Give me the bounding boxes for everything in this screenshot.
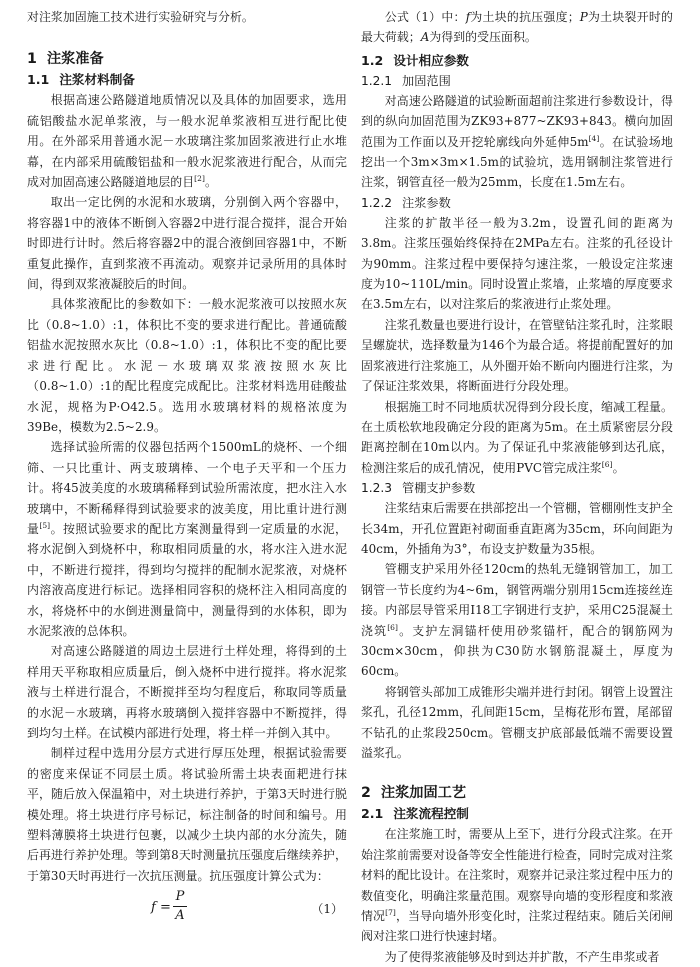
section-heading-1: 1 注浆准备 <box>27 51 104 68</box>
subsubsection-heading-1-2-1: 1.2.1 加固范围 <box>361 73 451 88</box>
section-heading-2: 2 注浆加固工艺 <box>361 785 467 802</box>
paragraph: 注浆结束后需要在拱部挖出一个管棚，管棚刚性支护全长34m，开孔位置距衬砌面垂直距离为35cm，环向间距为40cm，外插角为3°，布设支护数量为35根。 <box>361 501 673 556</box>
paragraph: 对高速公路隧道的试验断面超前注浆进行参数设计，得到的纵向加固范围为ZK93+877~ZK93+843。横向加固范围为工作面以及开挖轮廓线向外延伸5m[4]。在试验场地挖出一个3m×3m×1.5m的试验坑，选用钢制注浆管进行注浆，钢管直径一般为25mm，长度在1.5m左右。 <box>361 93 673 190</box>
citation: [5] <box>39 520 51 530</box>
citation: [7] <box>385 908 396 918</box>
subsubsection-heading-1-2-2: 1.2.2 注浆参数 <box>361 195 451 210</box>
paragraph: 取出一定比例的水泥和水玻璃，分别倒入两个容器中，将容器1中的液体不断倒入容器2中进行混合搅拌，混合开始时即进行计时。然后将容器2中的混合液倒回容器1中，不断重复此操作，直到浆液不再流动。观察并记录所用的具体时间，得到双浆液凝胶后的时间。 <box>27 195 347 292</box>
equation-numerator: P <box>175 889 185 905</box>
citation: [4] <box>588 133 600 143</box>
paragraph: 注浆的扩散半径一般为3.2m，设置孔间的距离为3.8m。注浆压强始终保持在2MPa左右。注浆的孔径设计为90mm。注浆过程中要保持匀速注浆，一般设定注浆速度为10~110L/min。同时设置止浆墙，止浆墙的厚度要求在3.5m左右，以对注浆后的浆液进行止浆处理。 <box>361 215 673 312</box>
citation: [6] <box>387 622 398 632</box>
paragraph: 根据施工时不同地质状况得到分段长度，缩减工程量。在土质松软地段确定分段的距离为5m。在土质紧密层分段距离控制在10m以内。为了保证孔中浆液能够到达孔底，检测注浆后的成孔情况，使用PVC管完成注浆[6]。 <box>361 399 673 475</box>
paragraph: 公式（1）中：f为土块的抗压强度；P为土块裂开时的最大荷载；A为得到的受压面积。 <box>361 10 673 45</box>
paragraph: 为了使得浆液能够及时到达并扩散，不产生串浆或者 <box>384 949 660 964</box>
paragraph: 根据高速公路隧道地质情况以及具体的加固要求，选用硫铝酸盐水泥单浆液，与一般水泥单浆液相互进行配比使用。在外部采用普通水泥－水玻璃注浆加固浆液进行止水堆幕，在内部采用硫酸铝盐和一般水泥浆液进行配合，从而完成对加固高速公路隧道地层的目[2]。 <box>27 93 347 190</box>
subsection-heading-1-1: 1.1 注浆材料制备 <box>27 72 135 88</box>
subsubsection-heading-1-2-3: 1.2.3 管棚支护参数 <box>361 481 476 496</box>
paragraph: 制样过程中选用分层方式进行厚压处理，根据试验需要的密度来保证不同层土质。将试验所需土块表面耙进行抹平，随后放入保温箱中，对土块进行养护，于第3天时进行脱模处理。将土块进行序号标记，标注制备的时间和编号。用塑料薄膜将土块进行包裹，以减少土块内部的水分流失，随后再进行养护处理。等到第8天时测量抗压强度后继续养护，于第30天时再进行一次抗压测量。抗压强度计算公式为： <box>27 746 347 883</box>
paragraph: 在注浆施工时，需要从上至下，进行分段式注浆。在开始注浆前需要对设备等安全性能进行检查，同时完成对注浆材料的配比设计。在注浆时，观察并记录注浆过程中压力的数值变化，明确注浆量范围。观察导向墙的变形程度和浆液情况[7]，当导向墙外形变化时，注浆过程结束。随后关闭闸阀对注浆口进行快速封堵。 <box>361 827 673 944</box>
equation-denominator: A <box>175 908 185 924</box>
left-column <box>27 0 347 928</box>
right-column <box>361 0 673 967</box>
equation-1 <box>27 888 347 928</box>
continuation-text: 对注浆加固施工技术进行实验研究与分析。 <box>27 10 254 24</box>
paragraph: 选择试验所需的仪器包括两个1500mL的烧杯、一个细筛、一只比重计、两支玻璃棒、一个电子天平和一个压力计。将45波美度的水玻璃稀释到试验所需浓度，把水注入水玻璃中，不断稀释得到试验要求的波美度，用比重计进行测量[5]。按照试验要求的配比方案测量得到一定质量的水泥，将水泥倒入到烧杯中，称取相同质量的水，将水注入进水泥中，不断进行搅拌，得到均匀搅拌的配制水泥浆液，对烧杯内溶液高度进行标记。选择相同容积的烧杯注入相同高度的水，将烧杯中的水倒进测量筒中，测量得到的水体积，即为水泥浆液的总体积。 <box>27 440 347 638</box>
paragraph: 将钢管头部加工成锥形尖端并进行封闭。钢管上设置注浆孔，孔径12mm，孔间距15cm，呈梅花形布置，尾部留不钻孔的止浆段250cm。管棚支护底部最低端不需要设置溢浆孔。 <box>361 684 673 760</box>
citation: [2] <box>194 174 205 184</box>
subsection-heading-1-2: 1.2 设计相应参数 <box>361 52 469 68</box>
paragraph: 管棚支护采用外径120cm的热轧无缝钢管加工，加工钢管一节长度约为4~6m，钢管两端分别用15cm连接丝连接。内部层导管采用I18工字钢进行支护，采用C25混凝土浇筑[6]。支护左洞锚杆使用砂浆锚杆，配合的钢筋网为30cm×30cm，仰拱为C30防水钢筋混凝土，厚度为60cm。 <box>361 562 673 679</box>
equation-number: （1） <box>311 902 343 917</box>
equation-fraction <box>173 889 187 924</box>
citation: [6] <box>601 459 613 469</box>
paragraph: 具体浆液配比的参数如下：一般水泥浆液可以按照水灰比（0.8~1.0）:1，体积比不变的要求进行配比。普通硫酸铝盐水泥按照水灰比（0.8~1.0）:1，体积比不变的配比要求进行配比。水泥－水玻璃双浆液按照水灰比（0.8~1.0）:1的配比程度完成配比。注浆材料选用硅酸盐水泥，规格为P·O42.5。选用水玻璃材料的规格浓度为39Be，模数为2.5~2.9。 <box>27 297 347 434</box>
paragraph: 对高速公路隧道的周边土层进行土样处理，将得到的土样用天平称取相应质量后，倒入烧杯中进行搅拌。将水泥浆液与土样进行混合，不断搅拌至均匀程度后，称取同等质量的水泥－水玻璃，再将水玻璃倒入搅拌容器中不断搅拌，得到均匀土样。在试模内部进行处理，将土样一并倒入其中。 <box>27 644 347 740</box>
equation-lhs: f = <box>151 900 171 916</box>
subsection-heading-2-1: 2.1 注浆流程控制 <box>361 806 469 822</box>
paragraph: 注浆孔数量也要进行设计，在管壁钻注浆孔时，注浆眼呈螺旋状，选择数量为146个为最合适。将提前配置好的加固浆液进行注浆施工，从外圈开始不断向内圈进行注浆，为了保证注浆效果，将断面进行分段处理。 <box>361 317 673 394</box>
